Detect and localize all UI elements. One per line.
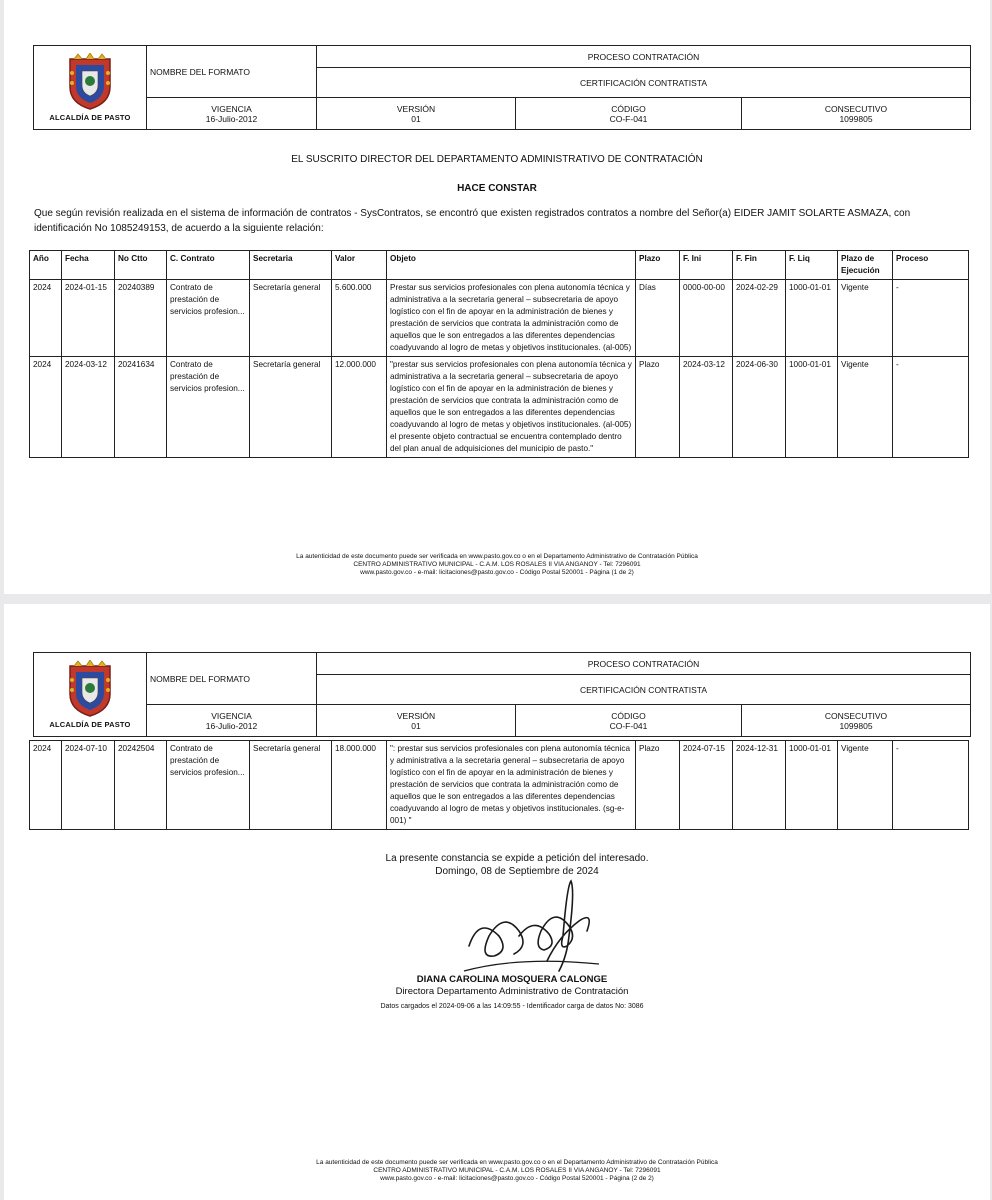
cell-f-fin: 2024-02-29 [733, 280, 786, 357]
column-header: Plazo de Ejecución [838, 251, 893, 280]
version-cell: VERSIÓN 01 [317, 705, 516, 737]
process-title: PROCESO CONTRATACIÓN [317, 46, 971, 68]
handwritten-signature [459, 876, 609, 986]
cell-proceso: - [893, 741, 969, 830]
page-footer [24, 1159, 992, 1183]
cell-valor: 5.600.000 [332, 280, 387, 357]
column-header: Valor [332, 251, 387, 280]
process-title: PROCESO CONTRATACIÓN [317, 653, 971, 675]
document-header [33, 45, 971, 130]
cell-f-liq: 1000-01-01 [786, 357, 838, 458]
footer-line: La autenticidad de este documento puede ser verificada en www.pasto.gov.co o en el Departamento Administrativo de Contratación Pública [296, 553, 698, 560]
cell-f-liq: 1000-01-01 [786, 741, 838, 830]
cell-plazo: Plazo [636, 741, 680, 830]
data-load-info: Datos cargados el 2024-09-06 a las 14:09:55 - Identificador carga de datos No: 3086 [380, 1003, 644, 1010]
cell-c-contrato: Contrato de prestación de servicios profesion... [167, 741, 250, 830]
version-cell: VERSIÓN 01 [317, 98, 516, 130]
cell-f-fin: 2024-12-31 [733, 741, 786, 830]
consecutivo-cell: CONSECUTIVO 1099805 [742, 98, 971, 130]
table-row [30, 357, 969, 458]
coat-of-arms-icon [64, 53, 116, 111]
column-header: F. Ini [680, 251, 733, 280]
certification-title: CERTIFICACIÓN CONTRATISTA [317, 68, 971, 98]
cell-objeto: "prestar sus servicios profesionales con plena autonomía técnica y administrativa a la secretaria general – subsecretaria de apoyo logístico con el fin de apoyar en la administración de bienes y prestación de servicios que contrata la administración como de aquellos que le son entregados a las diferentes dependencias coadyuvando al logro de metas y objetivos institucionales. (al-005) el presente objeto contractual se encuentra contemplado dentro del plan anual de adquisiciones del municipio de pasto." [387, 357, 636, 458]
cell-no-ctto: 20241634 [115, 357, 167, 458]
page-footer [4, 553, 990, 577]
document-title: EL SUSCRITO DIRECTOR DEL DEPARTAMENTO ADMINISTRATIVO DE CONTRATACIÓN [291, 154, 703, 165]
cell-fecha: 2024-03-12 [62, 357, 115, 458]
table-header-row [30, 251, 969, 280]
logo-text: ALCALDÍA DE PASTO [49, 720, 131, 729]
logo-cell [34, 653, 147, 737]
cell-plazo-ejecucion: Vigente [838, 357, 893, 458]
column-header: F. Liq [786, 251, 838, 280]
cell-valor: 12.000.000 [332, 357, 387, 458]
cell-f-liq: 1000-01-01 [786, 280, 838, 357]
signer-title: Directora Departamento Administrativo de Contratación [395, 986, 629, 997]
certification-title: CERTIFICACIÓN CONTRATISTA [317, 675, 971, 705]
vigencia-cell: VIGENCIA 16-Julio-2012 [147, 98, 317, 130]
table-row [30, 741, 969, 830]
document-page-2 [4, 604, 990, 1200]
cell-f-fin: 2024-06-30 [733, 357, 786, 458]
document-header [33, 652, 971, 737]
cell-plazo: Días [636, 280, 680, 357]
cell-plazo: Plazo [636, 357, 680, 458]
cell-f-ini: 0000-00-00 [680, 280, 733, 357]
column-header: Proceso [893, 251, 969, 280]
format-name-label: NOMBRE DEL FORMATO [147, 653, 317, 705]
logo-cell [34, 46, 147, 130]
footer-line: CENTRO ADMINISTRATIVO MUNICIPAL - C.A.M. LOS ROSALES II VIA ANGANOY - Tel: 7296091 [373, 1167, 661, 1174]
expedition-date: Domingo, 08 de Septiembre de 2024 [435, 866, 599, 877]
cell-fecha: 2024-07-10 [62, 741, 115, 830]
document-page-1 [4, 0, 990, 594]
cell-proceso: - [893, 280, 969, 357]
column-header: C. Contrato [167, 251, 250, 280]
cell-no-ctto: 20242504 [115, 741, 167, 830]
column-header: F. Fin [733, 251, 786, 280]
cell-no-ctto: 20240389 [115, 280, 167, 357]
cell-secretaria: Secretaría general [250, 357, 332, 458]
cell-proceso: - [893, 357, 969, 458]
footer-line: www.pasto.gov.co - e-mail: licitaciones@pasto.gov.co - Código Postal 520001 - Página (1 de 2) [360, 569, 634, 576]
contracts-table [29, 250, 969, 458]
column-header: Año [30, 251, 62, 280]
cell-objeto: ": prestar sus servicios profesionales con plena autonomía técnica y administrativa a la secretaria general – subsecretaria de apoyo logístico con el fin de apoyar en la administración de bienes y prestación de servicios que contrata la administración como de aquellos que le son entregados a las diferentes dependencias coadyuvando al logro de metas y objetivos institucionales. (sg-e-001) " [387, 741, 636, 830]
cell-ano: 2024 [30, 357, 62, 458]
vigencia-cell: VIGENCIA 16-Julio-2012 [147, 705, 317, 737]
footer-line: CENTRO ADMINISTRATIVO MUNICIPAL - C.A.M. LOS ROSALES II VIA ANGANOY - Tel: 7296091 [353, 561, 641, 568]
column-header: Fecha [62, 251, 115, 280]
cell-ano: 2024 [30, 280, 62, 357]
hace-constar: HACE CONSTAR [457, 183, 537, 194]
column-header: Plazo [636, 251, 680, 280]
cell-c-contrato: Contrato de prestación de servicios profesion... [167, 357, 250, 458]
cell-valor: 18.000.000 [332, 741, 387, 830]
cell-c-contrato: Contrato de prestación de servicios profesion... [167, 280, 250, 357]
format-name-label: NOMBRE DEL FORMATO [147, 46, 317, 98]
cell-secretaria: Secretaría general [250, 280, 332, 357]
cell-plazo-ejecucion: Vigente [838, 741, 893, 830]
column-header: Secretaria [250, 251, 332, 280]
cell-objeto: Prestar sus servicios profesionales con plena autonomía técnica y administrativa a la secretaria general – subsecretaria de apoyo logístico con el fin de apoyar en la administración de bienes y prestación de servicios que contrata la administración como de aquellos que le son entregados a las diferentes dependencias coadyuvando al logro de metas y objetivos institucionales. (al-005) [387, 280, 636, 357]
cell-plazo-ejecucion: Vigente [838, 280, 893, 357]
column-header: No Ctto [115, 251, 167, 280]
cell-fecha: 2024-01-15 [62, 280, 115, 357]
cell-secretaria: Secretaría general [250, 741, 332, 830]
cell-f-ini: 2024-03-12 [680, 357, 733, 458]
codigo-cell: CÓDIGO CO-F-041 [516, 705, 742, 737]
coat-of-arms-icon [64, 660, 116, 718]
codigo-cell: CÓDIGO CO-F-041 [516, 98, 742, 130]
logo-text: ALCALDÍA DE PASTO [49, 113, 131, 122]
contracts-table-continued [29, 740, 969, 830]
column-header: Objeto [387, 251, 636, 280]
consecutivo-cell: CONSECUTIVO 1099805 [742, 705, 971, 737]
intro-paragraph: Que según revisión realizada en el sistema de información de contratos - SysContratos, se encontró que existen registrados contratos a nombre del Señor(a) EIDER JAMIT SOLARTE ASMAZA, con identificación No 1085249153, de acuerdo a la siguiente relación: [34, 208, 911, 234]
footer-line: www.pasto.gov.co - e-mail: licitaciones@pasto.gov.co - Código Postal 520001 - Página (2 de 2) [380, 1175, 654, 1182]
cell-ano: 2024 [30, 741, 62, 830]
signer-name: DIANA CAROLINA MOSQUERA CALONGE [416, 974, 608, 985]
table-row [30, 280, 969, 357]
expedition-note: La presente constancia se expide a petición del interesado. [385, 853, 649, 864]
cell-f-ini: 2024-07-15 [680, 741, 733, 830]
footer-line: La autenticidad de este documento puede ser verificada en www.pasto.gov.co o en el Departamento Administrativo de Contratación Pública [316, 1159, 718, 1166]
